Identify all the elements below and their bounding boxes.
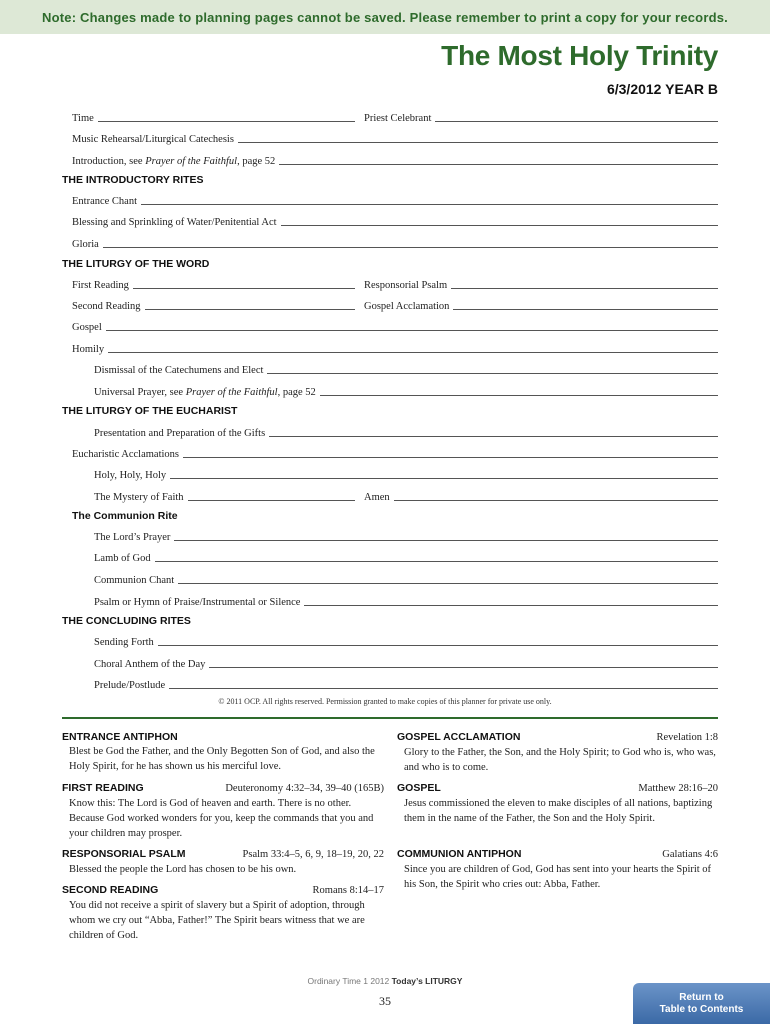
reading-citation: Matthew 28:16–20: [638, 783, 718, 794]
page-number: 35: [379, 994, 391, 1008]
second-reading-label: Second Reading: [72, 301, 141, 312]
reading-title: COMMUNION ANTIPHON: [397, 848, 522, 860]
first-reading-line[interactable]: [133, 278, 355, 289]
holy-holy-holy-line[interactable]: [170, 468, 718, 479]
eucharistic-acclamations-field[interactable]: [72, 446, 718, 460]
gloria-field[interactable]: [72, 236, 718, 250]
presentation-line[interactable]: [269, 426, 718, 437]
blessing-label: Blessing and Sprinkling of Water/Penitential Act: [72, 217, 277, 228]
priest-celebrant-field[interactable]: [364, 110, 718, 124]
homily-label: Homily: [72, 344, 105, 355]
sending-forth-label: Sending Forth: [94, 637, 154, 648]
liturgy-date: 6/3/2012 YEAR B: [606, 81, 718, 97]
eucharistic-acclamations-line[interactable]: [183, 447, 718, 458]
heading-concluding-rites: THE CONCLUDING RITES: [62, 615, 191, 627]
gospel-acclamation-label: Gospel Acclamation: [364, 301, 450, 312]
heading-introductory-rites: THE INTRODUCTORY RITES: [62, 174, 204, 186]
psalm-hymn-field[interactable]: [94, 594, 718, 608]
time-label: Time: [72, 113, 94, 124]
heading-communion-rite: The Communion Rite: [72, 510, 178, 522]
return-to-contents-button[interactable]: [633, 983, 770, 1024]
universal-prayer-label: Universal Prayer, see Prayer of the Faithful, page 52: [94, 387, 316, 398]
psalm-hymn-line[interactable]: [304, 595, 718, 606]
introduction-line[interactable]: [279, 154, 718, 165]
copyright-notice: © 2011 OCP. All rights reserved. Permission granted to make copies of this planner for private use only.: [218, 697, 552, 706]
responsorial-psalm-label: Responsorial Psalm: [364, 280, 448, 291]
lords-prayer-field[interactable]: [94, 529, 718, 543]
reading-summary: Know this: The Lord is God of heaven and earth. There is no other. Because God worked wonders for you, keep the commands that you and your children may prosper.: [69, 798, 374, 839]
universal-prayer-line[interactable]: [320, 385, 718, 396]
dismissal-line[interactable]: [267, 363, 718, 374]
return-button-line2: Table to Contents: [659, 1003, 744, 1015]
time-field[interactable]: [72, 110, 355, 124]
reading-summary: Blessed the people the Lord has chosen to be his own.: [69, 864, 297, 875]
homily-field[interactable]: [72, 341, 718, 355]
mystery-of-faith-line[interactable]: [188, 490, 355, 501]
entrance-chant-field[interactable]: [72, 193, 718, 207]
reading-summary: You did not receive a spirit of slavery but a Spirit of adoption, through whom we cry out “Abba, Father!” The Spirit bears witness that we are children of God.: [69, 900, 365, 941]
mystery-of-faith-field[interactable]: [94, 489, 355, 503]
entrance-chant-line[interactable]: [141, 194, 718, 205]
priest-celebrant-line[interactable]: [435, 111, 718, 122]
sending-forth-field[interactable]: [94, 634, 718, 648]
publication-issue: Ordinary Time 1 2012: [307, 976, 390, 986]
gospel-line[interactable]: [106, 320, 718, 331]
reading-title: SECOND READING: [62, 884, 159, 896]
introduction-field[interactable]: [72, 153, 718, 167]
communion-chant-field[interactable]: [94, 572, 718, 586]
amen-line[interactable]: [394, 490, 718, 501]
heading-liturgy-of-the-word: THE LITURGY OF THE WORD: [62, 258, 210, 270]
entrance-chant-label: Entrance Chant: [72, 196, 138, 207]
responsorial-psalm-line[interactable]: [451, 278, 718, 289]
gospel-label: Gospel: [72, 322, 102, 333]
universal-prayer-field[interactable]: [94, 384, 718, 398]
reading-summary: Glory to the Father, the Son, and the Holy Spirit; to God who is, who was, and who is to come.: [404, 747, 716, 773]
time-line[interactable]: [98, 111, 355, 122]
prelude-postlude-label: Prelude/Postlude: [94, 680, 166, 691]
reading-citation: Revelation 1:8: [656, 732, 718, 743]
reading-summary: Blest be God the Father, and the Only Begotten Son of God, and also the Holy Spirit, for he has shown us his merciful love.: [69, 746, 375, 772]
reading-entrance-antiphon: [62, 730, 384, 774]
blessing-line[interactable]: [281, 215, 718, 226]
reading-responsorial-psalm: [62, 847, 384, 877]
prelude-postlude-line[interactable]: [169, 678, 718, 689]
note-text: Note: Changes made to planning pages cannot be saved. Please remember to print a copy for your records.: [42, 9, 728, 25]
reading-title: GOSPEL ACCLAMATION: [397, 731, 521, 743]
communion-chant-line[interactable]: [178, 573, 718, 584]
reading-citation: Galatians 4:6: [662, 849, 718, 860]
first-reading-label: First Reading: [72, 280, 129, 291]
return-button-line1: Return to: [679, 991, 724, 1003]
page-title: The Most Holy Trinity: [441, 40, 718, 71]
reading-summary: Since you are children of God, God has sent into your hearts the Spirit of his Son, the Spirit who cries out: Abba, Father.: [404, 864, 712, 890]
reading-citation: Deuteronomy 4:32–34, 39–40 (165B): [225, 783, 384, 794]
dismissal-field[interactable]: [94, 362, 718, 376]
gospel-acclamation-field[interactable]: [364, 298, 718, 312]
reading-title: GOSPEL: [397, 782, 441, 794]
lords-prayer-line[interactable]: [174, 530, 718, 541]
dismissal-label: Dismissal of the Catechumens and Elect: [94, 365, 264, 376]
reading-title: ENTRANCE ANTIPHON: [62, 731, 178, 743]
holy-holy-holy-field[interactable]: [94, 467, 718, 481]
reading-citation: Psalm 33:4–5, 6, 9, 18–19, 20, 22: [242, 849, 384, 860]
reading-second-reading: [62, 883, 384, 943]
reading-summary: Jesus commissioned the eleven to make disciples of all nations, baptizing them in the name of the Father, the Son and the Holy Spirit.: [404, 798, 713, 824]
first-reading-field[interactable]: [72, 277, 355, 291]
reading-citation: Romans 8:14–17: [312, 885, 384, 896]
amen-label: Amen: [364, 492, 390, 503]
music-rehearsal-line[interactable]: [238, 132, 718, 143]
psalm-hymn-label: Psalm or Hymn of Praise/Instrumental or Silence: [94, 597, 301, 608]
communion-chant-label: Communion Chant: [94, 575, 175, 586]
gospel-acclamation-line[interactable]: [453, 299, 718, 310]
choral-anthem-field[interactable]: [94, 656, 718, 670]
reading-communion-antiphon: [397, 847, 718, 892]
eucharistic-acclamations-label: Eucharistic Acclamations: [72, 449, 180, 460]
lamb-of-god-field[interactable]: [94, 550, 718, 564]
presentation-label: Presentation and Preparation of the Gifts: [94, 428, 266, 439]
choral-anthem-label: Choral Anthem of the Day: [94, 659, 206, 670]
presentation-field[interactable]: [94, 425, 718, 439]
gospel-field[interactable]: [72, 319, 718, 333]
introduction-label: Introduction, see Prayer of the Faithful, page 52: [72, 156, 276, 167]
lamb-of-god-label: Lamb of God: [94, 553, 151, 564]
prelude-postlude-field[interactable]: [94, 677, 718, 691]
homily-line[interactable]: [108, 342, 718, 353]
lords-prayer-label: The Lord’s Prayer: [94, 532, 171, 543]
priest-celebrant-label: Priest Celebrant: [364, 113, 432, 124]
gloria-line[interactable]: [103, 237, 718, 248]
choral-anthem-line[interactable]: [209, 657, 718, 668]
blessing-field[interactable]: [72, 214, 718, 228]
holy-holy-holy-label: Holy, Holy, Holy: [94, 470, 167, 481]
reading-first-reading: [62, 781, 384, 841]
heading-liturgy-of-the-eucharist: THE LITURGY OF THE EUCHARIST: [62, 405, 238, 417]
reading-gospel: [397, 781, 718, 826]
second-reading-field[interactable]: [72, 298, 355, 312]
reading-gospel-acclamation: [397, 730, 718, 775]
gloria-label: Gloria: [72, 239, 99, 250]
reading-title: RESPONSORIAL PSALM: [62, 848, 186, 860]
music-rehearsal-field[interactable]: [72, 131, 718, 145]
amen-field[interactable]: [364, 489, 718, 503]
section-divider: [62, 717, 718, 719]
lamb-of-god-line[interactable]: [155, 551, 718, 562]
music-rehearsal-label: Music Rehearsal/Liturgical Catechesis: [72, 134, 234, 145]
sending-forth-line[interactable]: [158, 635, 718, 646]
responsorial-psalm-field[interactable]: [364, 277, 718, 291]
second-reading-line[interactable]: [145, 299, 355, 310]
note-banner: [0, 0, 770, 34]
publication-brand: Today’s LITURGY: [391, 976, 463, 986]
mystery-of-faith-label: The Mystery of Faith: [94, 492, 184, 503]
reading-title: FIRST READING: [62, 782, 144, 794]
